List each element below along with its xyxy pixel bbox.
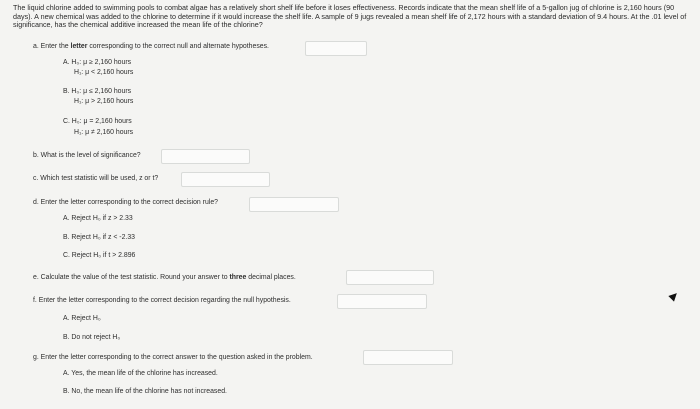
decision-rule-option-b: B. Reject H₀ if z < -2.33 [63, 234, 135, 241]
conclusion-option-a: A. Yes, the mean life of the chlorine has increased. [63, 370, 218, 377]
mouse-pointer-icon [668, 290, 679, 301]
problem-statement: The liquid chlorine added to swimming pools to combat algae has a relatively short shelf life before it loses effectiveness. Records indicate that the mean shelf life of a 5-gallon jug of chlorine is 2,160 hours (90 days). A new chemical was added to the chlorine to determine if it would increase the shelf life. A sample of 9 jugs revealed a mean shelf life of 2,172 hours with a standard deviation of 9.4 hours. At the .01 level of significance, has the chemical additive increased the mean life of the chlorine? [13, 3, 687, 30]
question-a-prompt: a. Enter the letter corresponding to the correct null and alternate hypotheses. [33, 43, 269, 50]
answer-e-input[interactable] [346, 270, 434, 285]
hypothesis-option-a-h0: A. H₀: μ ≥ 2,160 hours [63, 59, 132, 66]
conclusion-option-b: B. No, the mean life of the chlorine has not increased. [63, 388, 227, 395]
hypothesis-option-c-h0: C. H₀: μ = 2,160 hours [63, 118, 132, 125]
answer-c-input[interactable] [181, 172, 270, 187]
question-d-prompt: d. Enter the letter corresponding to the correct decision rule? [33, 199, 219, 206]
decision-rule-option-c: C. Reject H₀ if t > 2.896 [63, 252, 136, 259]
hypothesis-option-b-h0: B. H₀: μ ≤ 2,160 hours [63, 88, 132, 95]
question-f-prompt: f. Enter the letter corresponding to the correct decision regarding the null hypothesis. [33, 297, 291, 304]
answer-d-input[interactable] [249, 197, 339, 212]
answer-a-input[interactable] [305, 41, 367, 56]
question-e-prompt: e. Calculate the value of the test statistic. Round your answer to three decimal places. [33, 274, 296, 281]
answer-b-input[interactable] [161, 149, 250, 164]
decision-rule-option-a: A. Reject H₀ if z > 2.33 [63, 215, 133, 222]
null-decision-option-a: A. Reject H₀ [63, 315, 101, 322]
question-g-prompt: g. Enter the letter corresponding to the correct answer to the question asked in the problem. [33, 354, 313, 361]
answer-f-input[interactable] [337, 294, 427, 309]
hypothesis-option-b-h1: H₁: μ > 2,160 hours [74, 98, 134, 105]
null-decision-option-b: B. Do not reject H₀ [63, 334, 121, 341]
answer-g-input[interactable] [363, 350, 453, 365]
hypothesis-option-a-h1: H₁: μ < 2,160 hours [74, 69, 134, 76]
question-c-prompt: c. Which test statistic will be used, z or t? [33, 175, 159, 182]
hypothesis-option-c-h1: H₁: μ ≠ 2,160 hours [74, 129, 134, 136]
question-b-prompt: b. What is the level of significance? [33, 152, 141, 159]
